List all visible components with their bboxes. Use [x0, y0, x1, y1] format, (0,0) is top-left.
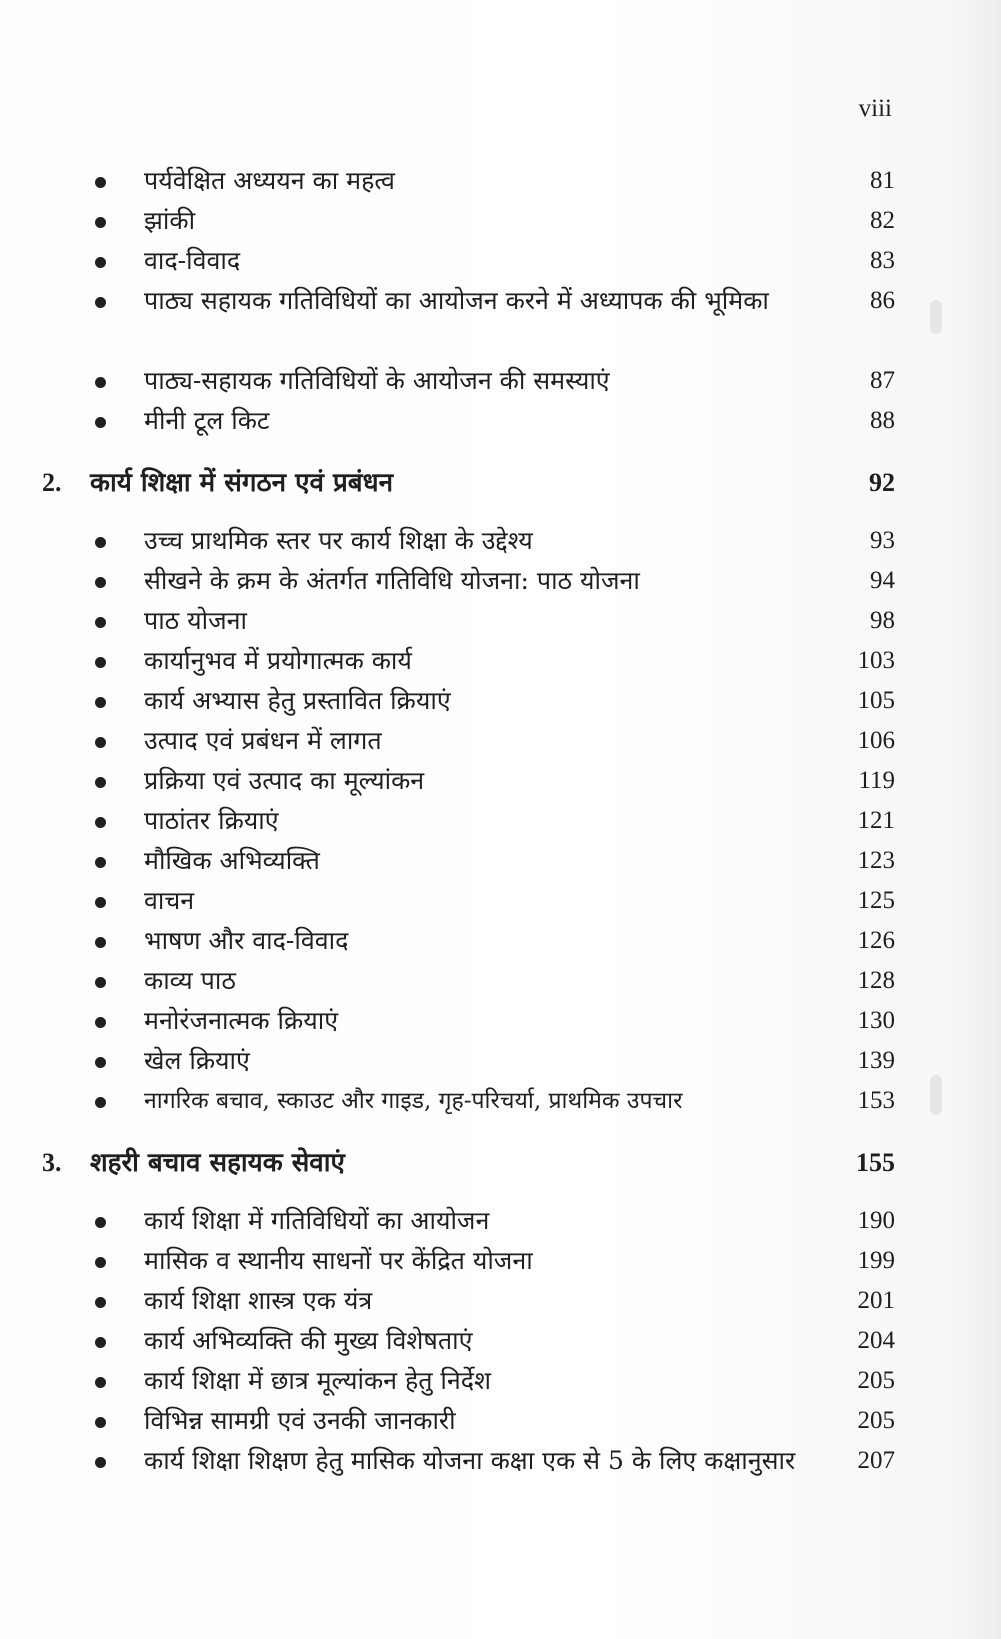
- toc-entry-page: 119: [858, 767, 895, 794]
- bullet-icon: [95, 417, 106, 428]
- bullet-icon: [95, 1457, 106, 1468]
- bullet-icon: [95, 1297, 106, 1308]
- page-edge-mark: [930, 300, 942, 334]
- toc-entry-page: 121: [857, 807, 895, 834]
- toc-entry-label: कार्य अभ्यास हेतु प्रस्तावित क्रियाएं: [144, 686, 451, 715]
- bullet-icon: [95, 817, 106, 828]
- toc-entry-page: 130: [857, 1007, 895, 1034]
- toc-entry-label: कार्य शिक्षा में गतिविधियों का आयोजन: [144, 1206, 490, 1235]
- toc-entry-page: 204: [857, 1327, 895, 1354]
- bullet-icon: [95, 1057, 106, 1068]
- chapter-title: शहरी बचाव सहायक सेवाएं: [90, 1148, 345, 1178]
- toc-entry-page: 94: [870, 567, 895, 594]
- bullet-icon: [95, 297, 106, 308]
- toc-entry-page: 86: [870, 287, 895, 314]
- bullet-icon: [95, 977, 106, 988]
- toc-entry-page: 105: [857, 687, 895, 714]
- bullet-icon: [95, 617, 106, 628]
- toc-entry-page: 201: [857, 1287, 895, 1314]
- toc-entry-page: 126: [857, 927, 895, 954]
- toc-entry-page: 123: [857, 847, 895, 874]
- bullet-icon: [95, 1417, 106, 1428]
- bullet-icon: [95, 657, 106, 668]
- toc-entry-label: खेल क्रियाएं: [144, 1046, 250, 1075]
- toc-entry-label: भाषण और वाद-विवाद: [144, 926, 349, 955]
- toc-entry-label: कार्यानुभव में प्रयोगात्मक कार्य: [144, 646, 412, 675]
- toc-entry-label: उत्पाद एवं प्रबंधन में लागत: [144, 726, 382, 755]
- bullet-icon: [95, 1257, 106, 1268]
- bullet-icon: [95, 697, 106, 708]
- toc-entry-label: काव्य पाठ: [144, 966, 236, 995]
- toc-entry-label: झांकी: [144, 206, 196, 235]
- toc-entry-page: 83: [870, 247, 895, 274]
- toc-entry-label: मासिक व स्थानीय साधनों पर केंद्रित योजना: [144, 1246, 533, 1275]
- bullet-icon: [95, 1377, 106, 1388]
- toc-entry-page: 93: [870, 527, 895, 554]
- bullet-icon: [95, 1337, 106, 1348]
- bullet-icon: [95, 1017, 106, 1028]
- page-edge-mark: [930, 1075, 942, 1115]
- chapter-page: 155: [856, 1148, 895, 1177]
- toc-entry-page: 153: [857, 1087, 895, 1114]
- toc-entry-label: वाचन: [144, 886, 195, 915]
- toc-entry-label: वाद-विवाद: [144, 246, 241, 275]
- toc-entry-label: उच्च प्राथमिक स्तर पर कार्य शिक्षा के उद्देश्य: [144, 526, 533, 555]
- toc-entry-label: नागरिक बचाव, स्काउट और गाइड, गृह-परिचर्या, प्राथमिक उपचार: [144, 1088, 683, 1114]
- toc-entry-label: पाठ योजना: [144, 606, 248, 635]
- toc-entry-label: कार्य शिक्षा में छात्र मूल्यांकन हेतु निर्देश: [144, 1366, 492, 1395]
- toc-entry-page: 190: [857, 1207, 895, 1234]
- bullet-icon: [95, 1217, 106, 1228]
- chapter-page: 92: [869, 468, 895, 497]
- toc-entry-label: कार्य शिक्षा शिक्षण हेतु मासिक योजना कक्षा एक से 5 के लिए कक्षानुसार: [144, 1446, 796, 1475]
- bullet-icon: [95, 777, 106, 788]
- toc-entry-page: 103: [857, 647, 895, 674]
- toc-entry-label: सीखने के क्रम के अंतर्गत गतिविधि योजना: पाठ योजना: [144, 566, 640, 595]
- toc-entry-label: मनोरंजनात्मक क्रियाएं: [144, 1006, 339, 1035]
- bullet-icon: [95, 537, 106, 548]
- toc-entry-page: 205: [857, 1367, 895, 1394]
- toc-entry-page: 205: [857, 1407, 895, 1434]
- bullet-icon: [95, 377, 106, 388]
- toc-entry-label: मौखिक अभिव्यक्ति: [144, 846, 320, 875]
- toc-entry-label: पाठांतर क्रियाएं: [144, 806, 279, 835]
- toc-entry-page: 207: [857, 1447, 895, 1474]
- bullet-icon: [95, 577, 106, 588]
- toc-entry-label: पर्यवेक्षित अध्ययन का महत्व: [144, 166, 395, 195]
- toc-entry-page: 82: [870, 207, 895, 234]
- chapter-number: 3.: [42, 1148, 62, 1177]
- toc-entry-label: विभिन्न सामग्री एवं उनकी जानकारी: [144, 1406, 456, 1435]
- bullet-icon: [95, 737, 106, 748]
- toc-entry-page: 139: [857, 1047, 895, 1074]
- chapter-title: कार्य शिक्षा में संगठन एवं प्रबंधन: [90, 468, 394, 498]
- bullet-icon: [95, 937, 106, 948]
- bullet-icon: [95, 257, 106, 268]
- toc-entry-label: प्रक्रिया एवं उत्पाद का मूल्यांकन: [144, 766, 425, 795]
- toc-entry-page: 106: [857, 727, 895, 754]
- toc-entry-page: 88: [870, 407, 895, 434]
- toc-entry-page: 81: [870, 167, 895, 194]
- toc-entry-label: पाठ्य-सहायक गतिविधियों के आयोजन की समस्याएं: [144, 366, 610, 395]
- toc-entry-page: 98: [870, 607, 895, 634]
- toc-entry-label: कार्य अभिव्यक्ति की मुख्य विशेषताएं: [144, 1326, 473, 1355]
- toc-entry-label: कार्य शिक्षा शास्त्र एक यंत्र: [144, 1286, 373, 1315]
- chapter-number: 2.: [42, 468, 62, 497]
- bullet-icon: [95, 857, 106, 868]
- toc-entry-page: 199: [857, 1247, 895, 1274]
- toc-entry-page: 87: [870, 367, 895, 394]
- bullet-icon: [95, 177, 106, 188]
- toc-entry-label: पाठ्य सहायक गतिविधियों का आयोजन करने में अध्यापक की भूमिका: [144, 286, 769, 315]
- bullet-icon: [95, 1097, 106, 1108]
- toc-entry-page: 125: [857, 887, 895, 914]
- toc-entry-label: मीनी टूल किट: [144, 406, 270, 435]
- bullet-icon: [95, 217, 106, 228]
- toc-entry-page: 128: [857, 967, 895, 994]
- bullet-icon: [95, 897, 106, 908]
- page-number: viii: [858, 95, 892, 122]
